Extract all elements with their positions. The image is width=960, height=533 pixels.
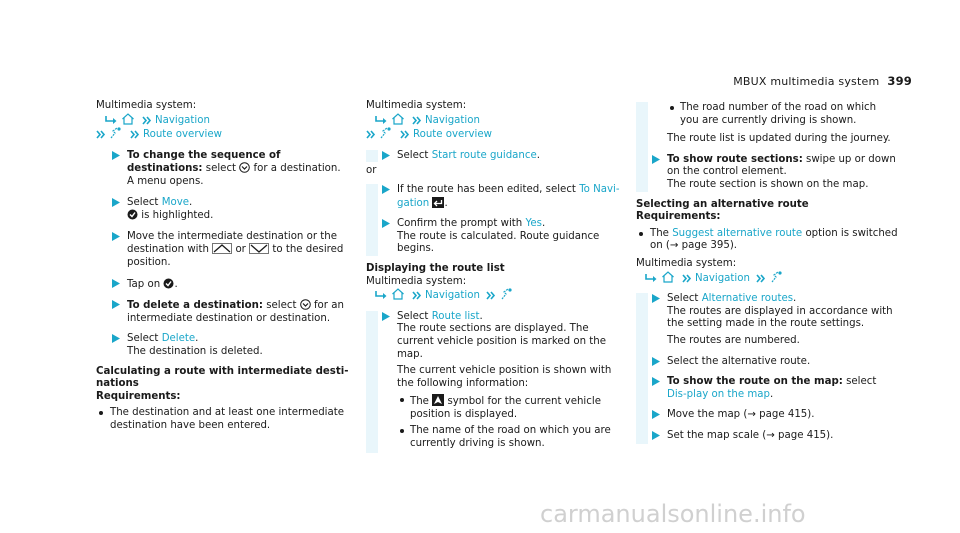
menu-path-label: Multimedia system: <box>636 257 737 269</box>
step-text: . <box>536 149 541 161</box>
step-text: to the desired position. <box>127 244 344 268</box>
home-icon <box>121 113 135 125</box>
watermark: carmanualsonline.info <box>540 500 806 528</box>
page-reference[interactable]: → page 415 <box>766 429 827 441</box>
triangle-up-icon <box>212 243 232 254</box>
arrow-right-icon <box>374 290 388 300</box>
route-overview-link[interactable]: Route overview <box>412 129 492 141</box>
list-item <box>366 425 628 452</box>
step-text: select <box>205 163 237 175</box>
steps-block <box>366 150 628 163</box>
nav-link[interactable]: Navigation <box>154 114 210 126</box>
or-text: or <box>366 165 377 177</box>
step <box>636 154 898 192</box>
step-text: select <box>846 376 877 388</box>
arrow-right-icon <box>644 273 658 283</box>
menu-path-label: Multimedia system: <box>96 100 197 111</box>
step-text: Select <box>667 293 699 305</box>
step-text: Move the intermediate destination or the destination with <box>127 230 338 256</box>
section-heading: Selecting an alternative route <box>636 198 809 210</box>
bullet-text: The destination and at least one intermediate destination have been entered. <box>110 407 345 431</box>
step <box>366 184 628 210</box>
step <box>636 293 898 347</box>
route-flag-icon <box>109 127 123 139</box>
requirements-label: Requirements: <box>96 390 181 402</box>
double-chevron-icon <box>412 291 422 300</box>
step <box>636 430 898 445</box>
menu-path <box>104 113 358 128</box>
check-circle-icon <box>127 209 138 220</box>
start-route-guidance-link[interactable]: Start route guidance <box>431 149 537 161</box>
route-flag-icon <box>500 288 514 300</box>
move-link[interactable]: Move <box>161 196 190 208</box>
step-text: ). <box>807 409 815 421</box>
route-flag-icon <box>770 271 784 283</box>
step-text: If the route has been edited, select <box>397 183 576 195</box>
step-text: swipe up or down on the control element. <box>667 153 896 178</box>
bullet-text: The road number of the road on which you are currently driving is shown. <box>680 102 877 126</box>
page-number: 399 <box>887 74 912 88</box>
step-text: The destination is deleted. <box>127 345 263 357</box>
nav-link[interactable]: Navigation <box>694 272 750 284</box>
step <box>636 376 898 401</box>
step-text: Select <box>397 310 429 322</box>
menu-path <box>644 271 898 286</box>
step-arrow-icon <box>652 155 660 164</box>
home-icon <box>391 113 405 125</box>
route-list-link[interactable]: Route list <box>431 310 480 322</box>
step-heading: To change the sequence of destinations: <box>127 149 281 175</box>
step-text: ). <box>826 429 834 441</box>
nav-link[interactable]: Navigation <box>424 114 480 126</box>
vehicle-position-icon <box>432 394 444 406</box>
step-arrow-icon <box>112 279 120 288</box>
menu-path-2 <box>96 127 358 142</box>
step-text: Tap on <box>127 278 161 290</box>
display-on-map-link[interactable]: Dis-play on the map <box>667 388 770 400</box>
step-arrow-icon <box>382 151 390 160</box>
step-text: or <box>235 244 246 256</box>
double-chevron-icon <box>366 130 376 139</box>
menu-path-label: Multimedia system: <box>366 275 467 287</box>
bullet-text: The <box>650 227 669 239</box>
step <box>96 197 358 223</box>
section-heading: Displaying the route list <box>366 262 505 274</box>
step-text: . <box>541 218 546 230</box>
circle-chevron-down-icon <box>239 162 250 173</box>
bullet-text: option is switched on ( <box>650 227 898 252</box>
page-reference[interactable]: → page 415 <box>747 409 808 421</box>
back-arrow-icon <box>432 197 444 208</box>
home-icon <box>661 271 675 283</box>
step-arrow-icon <box>382 219 390 228</box>
delete-link[interactable]: Delete <box>161 333 196 345</box>
list-item <box>96 407 358 432</box>
page-header <box>733 74 912 88</box>
menu-path-2 <box>366 127 628 142</box>
double-chevron-icon <box>486 291 496 300</box>
step-text: for a destination. <box>253 163 341 175</box>
home-icon <box>391 288 405 300</box>
step-arrow-icon <box>652 410 660 419</box>
step-arrow-icon <box>652 357 660 366</box>
double-chevron-icon <box>682 274 692 283</box>
steps-block <box>636 102 898 192</box>
double-chevron-icon <box>400 130 410 139</box>
step-text: The routes are numbered. <box>667 334 800 346</box>
step-arrow-icon <box>382 312 390 321</box>
step-text: Set the map scale ( <box>667 429 767 441</box>
arrow-right-icon <box>374 115 388 125</box>
steps-block <box>636 293 898 444</box>
yes-link[interactable]: Yes <box>525 218 542 230</box>
circle-chevron-down-icon <box>300 299 311 310</box>
steps-block <box>366 184 628 256</box>
nav-link[interactable]: Navigation <box>424 290 480 302</box>
bullet-text: The <box>410 396 429 408</box>
step-arrow-icon <box>652 294 660 303</box>
step-text: . <box>769 388 774 400</box>
step-text: The current vehicle position is shown with the following information: <box>397 365 612 389</box>
step-text: Select <box>127 196 159 208</box>
step-heading: To show route sections: <box>667 153 803 165</box>
step-text: The route section is shown on the map. <box>667 178 869 190</box>
step-arrow-icon <box>112 151 120 160</box>
step-text: A menu opens. <box>127 175 204 187</box>
header-title: MBUX multimedia system <box>733 75 880 88</box>
step-text: . <box>793 293 797 305</box>
list-item <box>366 394 628 421</box>
menu-path <box>374 113 628 128</box>
step-heading: To delete a destination: <box>127 300 263 312</box>
menu-path <box>374 288 628 303</box>
steps-block <box>366 311 628 453</box>
step <box>366 218 628 256</box>
step-heading: To show the route on the map: <box>667 376 843 388</box>
step <box>96 150 358 189</box>
bullet-text: symbol for the current vehicle position is displayed. <box>410 396 601 420</box>
double-chevron-icon <box>130 130 140 139</box>
suggest-alternative-route-link[interactable]: Suggest alternative route <box>672 227 803 239</box>
step <box>636 409 898 422</box>
step-text: . <box>444 197 448 209</box>
step-arrow-icon <box>112 198 120 207</box>
column-1 <box>96 100 358 432</box>
page-reference[interactable]: → page 395 <box>669 240 730 252</box>
bullet-text: ). <box>729 240 738 252</box>
step-arrow-icon <box>112 334 120 343</box>
check-circle-icon <box>163 278 174 289</box>
step <box>96 299 358 325</box>
step-text: Select the alternative route. <box>667 355 811 367</box>
step-arrow-icon <box>652 431 660 440</box>
step-text: Confirm the prompt with <box>397 218 523 230</box>
step-text: . <box>189 196 193 208</box>
column-2 <box>366 100 628 453</box>
step-text: The route is calculated. Route guidance begins. <box>397 230 600 255</box>
to-navigation-link[interactable]: To Navi-gation <box>397 183 620 209</box>
list-item <box>636 102 898 127</box>
step <box>96 278 358 292</box>
step-text: The routes are displayed in accordance with the setting made in the route settings. <box>667 305 893 330</box>
step-arrow-icon <box>112 300 120 309</box>
bullet-text: The name of the road on which you are currently driving is shown. <box>410 425 611 450</box>
section-heading: Calculating a route with intermediate desti-nations <box>96 365 349 390</box>
step-text: is highlighted. <box>141 210 214 222</box>
step-text: The route list is updated during the journey. <box>667 133 891 145</box>
route-overview-link[interactable]: Route overview <box>142 129 222 141</box>
step-text: Move the map ( <box>667 409 748 421</box>
step-text: Select <box>397 149 429 161</box>
step <box>636 356 898 369</box>
column-3 <box>636 98 898 444</box>
menu-path-label: Multimedia system: <box>366 100 467 111</box>
arrow-right-icon <box>104 115 118 125</box>
double-chevron-icon <box>412 116 422 125</box>
double-chevron-icon <box>96 130 106 139</box>
step-text: The route sections are displayed. The current vehicle position is marked on the map. <box>397 323 606 360</box>
step <box>366 311 628 391</box>
step-arrow-icon <box>382 185 390 194</box>
requirements-label: Requirements: <box>636 211 721 223</box>
step <box>96 333 358 358</box>
step-text: select <box>266 300 297 312</box>
step-text: for an intermediate destination or destination. <box>127 300 344 324</box>
double-chevron-icon <box>142 116 152 125</box>
step-text: . <box>174 278 178 290</box>
double-chevron-icon <box>756 274 766 283</box>
step-arrow-icon <box>652 377 660 386</box>
step-arrow-icon <box>112 232 120 241</box>
list-item <box>636 228 898 253</box>
triangle-down-icon <box>249 243 269 254</box>
step-text: . <box>479 310 483 322</box>
step-text: Select <box>127 333 159 345</box>
step <box>366 150 628 163</box>
alternative-routes-link[interactable]: Alternative routes <box>701 293 794 305</box>
step-text: . <box>195 333 199 345</box>
step <box>96 231 358 270</box>
route-flag-icon <box>379 127 393 139</box>
